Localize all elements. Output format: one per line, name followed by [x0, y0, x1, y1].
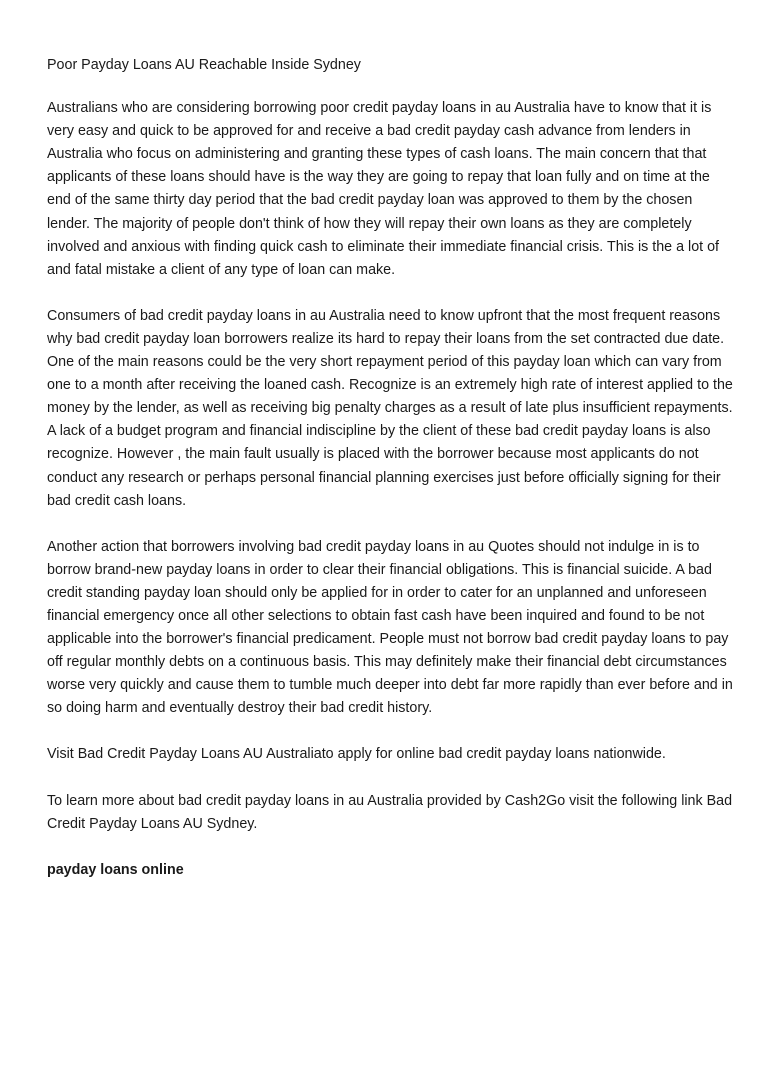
payday-loans-online-link[interactable]: payday loans online	[47, 861, 184, 878]
paragraph-intro: Australians who are considering borrowing poor credit payday loans in au Australia have to know that it is very easy and quick to be approved for and receive a bad credit payday cash advance from lenders in Australia who focus on administering and granting these types of cash loans. The main concern that that applicants of these loans should have is the way they are going to repay that loan fully and on time at the end of the same thirty day period that the bad credit payday loan was approved to them by the chosen lender. The majority of people don't think of how they will repay their own loans as they are completely involved and anxious with finding quick cash to eliminate their immediate financial crisis. This is the a lot of and fatal mistake a client of any type of loan can make.	[47, 100, 720, 278]
document-title: Poor Payday Loans AU Reachable Inside Sydney	[47, 57, 361, 73]
paragraph-learn-more: To learn more about bad credit payday loans in au Australia provided by Cash2Go visit the following link Bad Credit Payday Loans AU Sydney.	[47, 792, 733, 832]
document-page	[47, 54, 737, 905]
paragraph-visit: Visit Bad Credit Payday Loans AU Australiato apply for online bad credit payday loans nationwide.	[47, 746, 666, 763]
paragraph-repayment-reasons: Consumers of bad credit payday loans in au Australia need to know upfront that the most frequent reasons why bad credit payday loan borrowers realize its hard to repay their loans from the set contracted due date. One of the main reasons could be the very short repayment period of this payday loan which can vary from one to a month after receiving the loaned cash. Recognize is an extremely high rate of interest applied to the money by the lender, as well as receiving big penalty charges as a result of late plus insufficient repayments. A lack of a budget program and financial indiscipline by the client of these bad credit payday loans is also recognize. However , the main fault usually is placed with the borrower because most applicants do not conduct any research or perhaps personal financial planning exercises just before officially signing for their bad credit cash loans.	[47, 307, 733, 509]
paragraph-borrowing-advice: Another action that borrowers involving bad credit payday loans in au Quotes should not indulge in is to borrow brand-new payday loans in order to clear their financial obligations. This is financial suicide. A bad credit standing payday loan should only be applied for in order to cater for an unplanned and unforeseen financial emergency once all other selections to obtain fast cash have been inquired and found to be not applicable into the borrower's financial predicament. People must not borrow bad credit payday loans to pay off regular monthly debts on a continuous basis. This may definitely make their financial debt circumstances worse very quickly and cause them to tumble much deeper into debt far more rapidly than ever before and in so doing harm and eventually destroy their bad credit history.	[47, 538, 733, 717]
